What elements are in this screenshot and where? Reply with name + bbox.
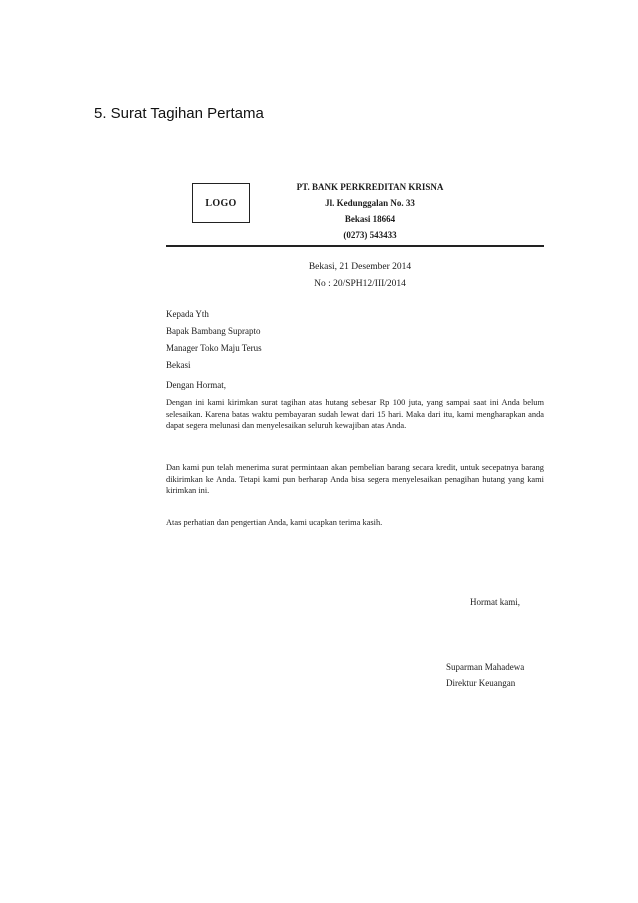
company-phone: (0273) 543433	[343, 230, 397, 240]
recipient-line-4: Bekasi	[166, 360, 191, 370]
body-paragraph-1: Dengan ini kami kirimkan surat tagihan atas hutang sebesar Rp 100 juta, yang sampai saat ini Anda belum selesaikan. Karena batas waktu pembayaran sudah lewat dari 15 hari. Maka dari itu, kami mengharapkan anda dapat segera melunasi dan menyelesaikan seluruh kewajiban atas Anda.	[166, 398, 544, 430]
date-block	[280, 259, 440, 293]
body-paragraph-2: Dan kami pun telah menerima surat permintaan akan pembelian barang secara kredit, untuk secepatnya barang dikirimkan ke Anda. Tetapi kami pun berharap Anda bisa segera menyelesaikan penagihan hutang yang kami kirimkan ini.	[166, 463, 544, 495]
recipient-line-3: Manager Toko Maju Terus	[166, 343, 262, 353]
letter-image	[160, 165, 560, 705]
company-name: PT. BANK PERKREDITAN KRISNA	[296, 182, 444, 192]
salutation: Dengan Hormat,	[166, 380, 226, 390]
closing: Hormat kami,	[470, 597, 520, 607]
recipient-line-2: Bapak Bambang Suprapto	[166, 326, 261, 336]
page-heading: 5. Surat Tagihan Pertama	[94, 105, 264, 122]
company-city: Bekasi 18664	[344, 214, 396, 224]
recipient-address	[166, 306, 262, 374]
signer-name: Suparman Mahadewa	[446, 662, 525, 672]
signature-block	[446, 659, 524, 691]
body-paragraph-3: Atas perhatian dan pengertian Anda, kami ucapkan terima kasih.	[166, 518, 383, 527]
company-letterhead	[270, 179, 470, 243]
letterhead-divider	[166, 245, 544, 247]
signer-title: Direktur Keuangan	[446, 678, 516, 688]
logo-placeholder: LOGO	[192, 183, 250, 223]
letter-date: Bekasi, 21 Desember 2014	[308, 262, 412, 272]
letter-number: No : 20/SPH12/III/2014	[314, 279, 406, 289]
recipient-line-1: Kepada Yth	[166, 309, 209, 319]
company-street: Jl. Kedunggalan No. 33	[325, 198, 415, 208]
